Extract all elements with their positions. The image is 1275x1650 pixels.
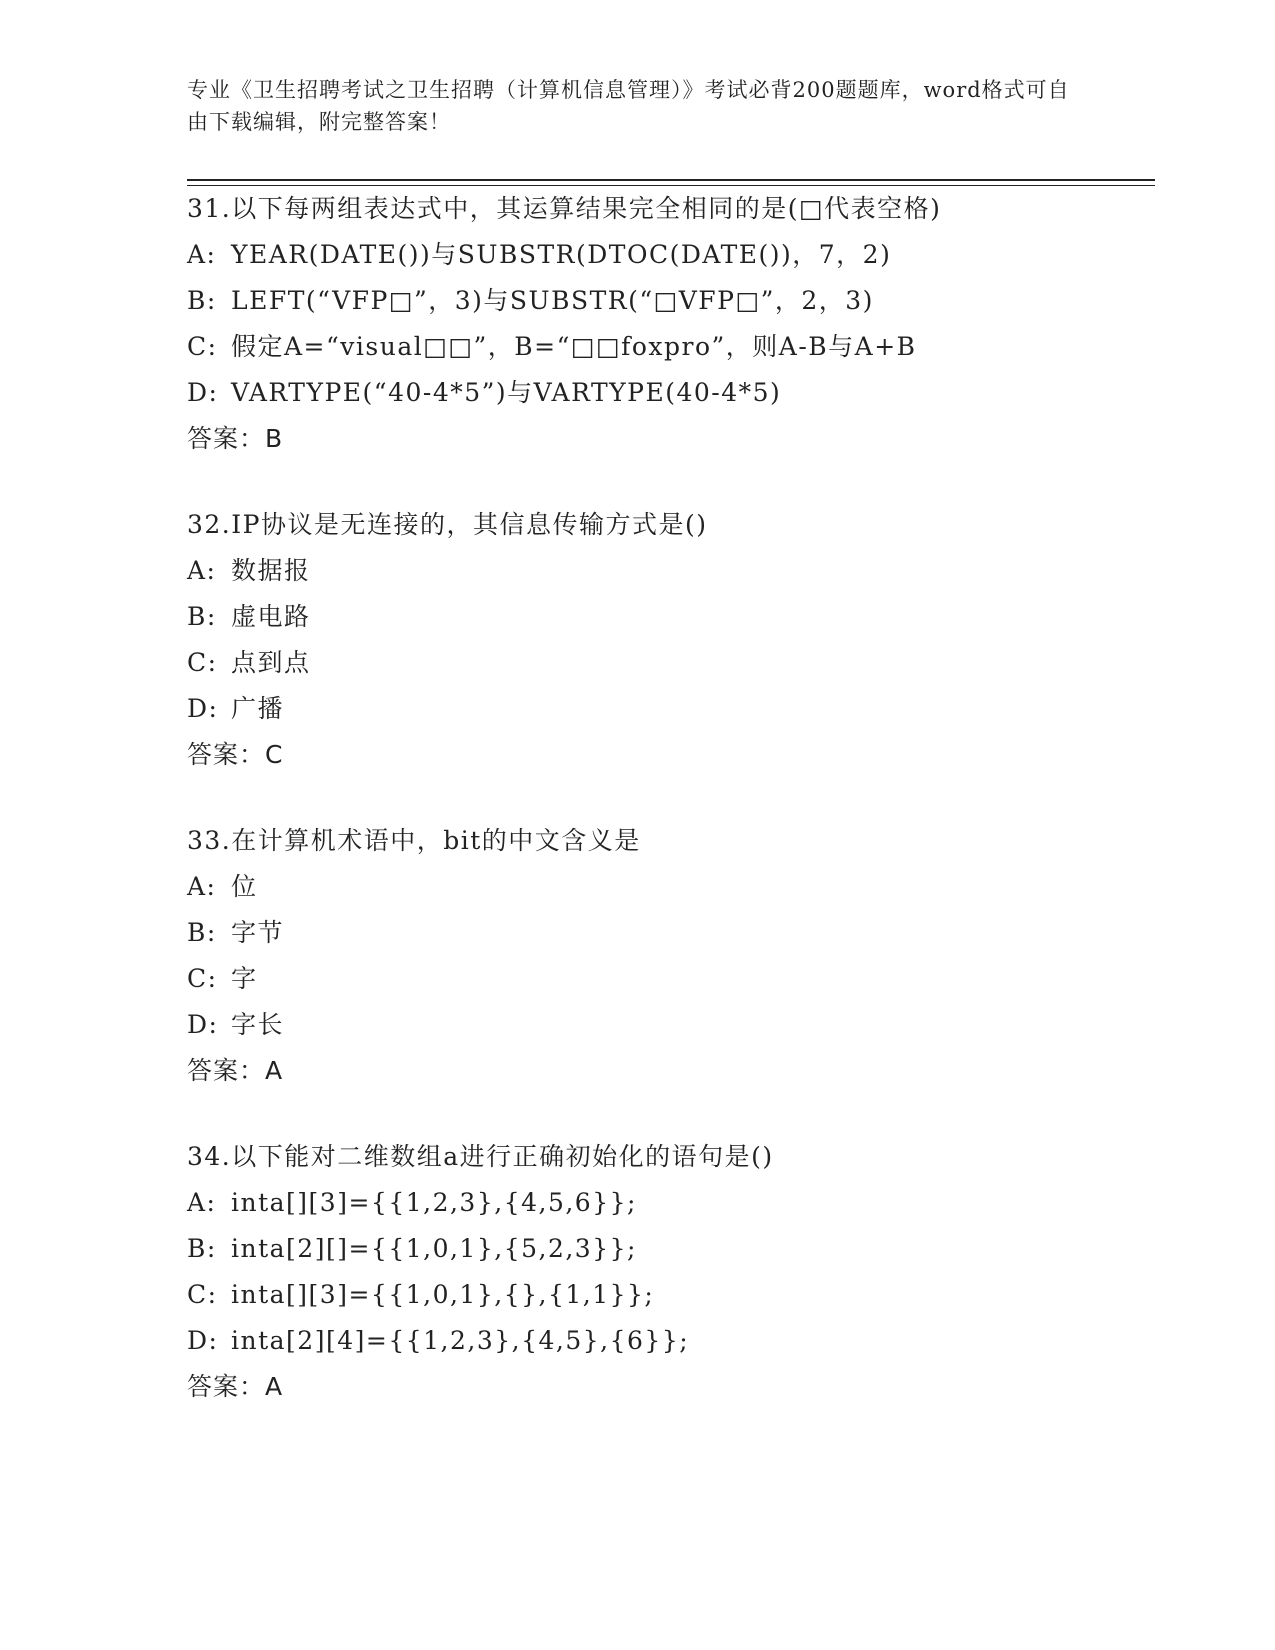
document-header: 专业《卫生招聘考试之卫生招聘（计算机信息管理）》考试必背200题题库，word格式可自由下载编辑，附完整答案！ xyxy=(187,78,1070,134)
option-letter: B: xyxy=(187,1234,217,1263)
option-a xyxy=(187,1180,1147,1226)
answer: 答案：A xyxy=(187,1056,284,1085)
option-letter: D: xyxy=(187,378,219,407)
question-32 xyxy=(187,502,1147,778)
option-text: LEFT(“VFP□”，3)与SUBSTR(“□VFP□”，2，3) xyxy=(231,286,874,315)
question-34 xyxy=(187,1134,1147,1410)
option-b xyxy=(187,594,1147,640)
question-stem: 32.IP协议是无连接的，其信息传输方式是() xyxy=(187,510,708,539)
option-c xyxy=(187,1272,1147,1318)
option-letter: C: xyxy=(187,1280,218,1309)
option-text: 假定A=“visual□□”，B=“□□foxpro”，则A-B与A+B xyxy=(231,332,917,361)
option-d xyxy=(187,686,1147,732)
answer: 答案：B xyxy=(187,424,284,453)
option-d xyxy=(187,370,1147,416)
option-letter: B: xyxy=(187,918,217,947)
question-33 xyxy=(187,818,1147,1094)
question-31 xyxy=(187,186,1147,462)
option-letter: C: xyxy=(187,648,218,677)
option-text: 位 xyxy=(231,872,258,901)
option-text: VARTYPE(“40-4*5”)与VARTYPE(40-4*5) xyxy=(231,378,782,407)
option-b xyxy=(187,910,1147,956)
option-letter: B: xyxy=(187,602,217,631)
option-letter: A: xyxy=(187,240,217,269)
option-text: inta[][3]={{1,2,3},{4,5,6}}; xyxy=(231,1188,637,1217)
option-letter: D: xyxy=(187,1010,219,1039)
option-text: inta[2][4]={{1,2,3},{4,5},{6}}; xyxy=(231,1326,690,1355)
option-text: 字 xyxy=(231,964,258,993)
option-letter: C: xyxy=(187,332,218,361)
option-letter: D: xyxy=(187,1326,219,1355)
option-a xyxy=(187,864,1147,910)
option-d xyxy=(187,1002,1147,1048)
answer: 答案：A xyxy=(187,1372,284,1401)
option-text: inta[][3]={{1,0,1},{},{1,1}}; xyxy=(231,1280,655,1309)
option-text: 数据报 xyxy=(231,556,311,585)
option-c xyxy=(187,640,1147,686)
question-stem: 33.在计算机术语中，bit的中文含义是 xyxy=(187,826,641,855)
question-stem: 34.以下能对二维数组a进行正确初始化的语句是() xyxy=(187,1142,774,1171)
option-d xyxy=(187,1318,1147,1364)
option-text: 广播 xyxy=(231,694,285,723)
option-a xyxy=(187,232,1147,278)
header-divider-thick xyxy=(187,179,1155,181)
option-b xyxy=(187,1226,1147,1272)
question-stem: 31.以下每两组表达式中，其运算结果完全相同的是(□代表空格) xyxy=(187,194,942,223)
option-letter: D: xyxy=(187,694,219,723)
option-text: 虚电路 xyxy=(231,602,311,631)
option-text: 字节 xyxy=(231,918,285,947)
option-text: 点到点 xyxy=(231,648,311,677)
option-c xyxy=(187,956,1147,1002)
option-a xyxy=(187,548,1147,594)
option-letter: A: xyxy=(187,872,217,901)
option-text: inta[2][]={{1,0,1},{5,2,3}}; xyxy=(231,1234,637,1263)
answer: 答案：C xyxy=(187,740,284,769)
option-c xyxy=(187,324,1147,370)
option-b xyxy=(187,278,1147,324)
option-text: 字长 xyxy=(231,1010,285,1039)
option-text: YEAR(DATE())与SUBSTR(DTOC(DATE())，7，2) xyxy=(231,240,892,269)
option-letter: A: xyxy=(187,1188,217,1217)
option-letter: B: xyxy=(187,286,217,315)
option-letter: C: xyxy=(187,964,218,993)
option-letter: A: xyxy=(187,556,217,585)
